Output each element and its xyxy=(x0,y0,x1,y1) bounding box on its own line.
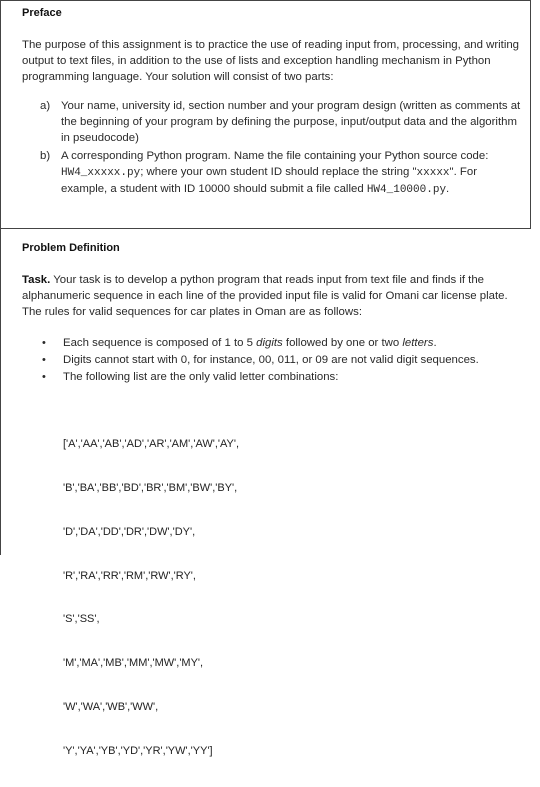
left-border-line xyxy=(0,229,1,555)
item-b-text-1: A corresponding Python program. Name the file containing your Python source code: xyxy=(61,150,489,162)
bullet-item-2-text: Digits cannot start with 0, for instance, 00, 011, or 09 are not valid digit sequences. xyxy=(63,354,479,366)
code-line: 'S','SS', xyxy=(63,613,100,626)
bullet-dot: • xyxy=(42,337,46,349)
preface-paragraph: The purpose of this assignment is to practice the use of reading input from, processing, and writing output to text files, in addition to the use of lists and exception handling mechanism in Python programming language. Your solution will consist of two parts: xyxy=(22,39,520,83)
example-filename: HW4_10000.py xyxy=(366,184,447,196)
item-b-text-2: ; where your own student ID should replace the string " xyxy=(140,166,417,178)
bullet-item-1-text xyxy=(63,335,527,351)
task-paragraph xyxy=(22,272,527,320)
letter-combination-list xyxy=(63,408,239,787)
code-line: 'B','BA','BB','BD','BR','BM','BW','BY', xyxy=(63,481,238,494)
code-line: 'W','WA','WB','WW', xyxy=(63,700,159,713)
code-line: 'Y','YA','YB','YD','YR','YW','YY'] xyxy=(63,744,213,757)
placeholder-string: xxxxx xyxy=(416,167,450,179)
list-marker-b: b) xyxy=(40,150,51,162)
code-line: ['A','AA','AB','AD','AR','AM','AW','AY', xyxy=(63,438,240,451)
bullet-dot: • xyxy=(42,371,46,383)
code-line: 'M','MA','MB','MM','MW','MY', xyxy=(63,657,204,670)
bullet-dot: • xyxy=(42,354,46,366)
task-label: Task. xyxy=(22,274,51,286)
list-item-a-text: Your name, university id, section number and your program design (written as comments at the beginning of your program by defining the purpose, input/output data and the algorithm in pseudocode) xyxy=(61,100,521,144)
bullet-item-3-text: The following list are the only valid letter combinations: xyxy=(63,371,339,383)
item-b-text-4: . xyxy=(446,183,450,195)
preface-heading: Preface xyxy=(22,7,62,19)
letters-emphasis: letters xyxy=(402,337,434,349)
item-b-text-3: ". For example, a student with ID 10000 should submit a file called xyxy=(61,166,478,195)
filename-template: HW4_xxxxx.py xyxy=(61,167,141,179)
problem-heading: Problem Definition xyxy=(22,242,120,254)
list-item-b-text xyxy=(61,148,525,198)
bullet-1-part: followed by one or two xyxy=(282,337,403,349)
task-text: Your task is to develop a python program that reads input from text file and finds if the alphanumeric sequence in each line of the provided input file is valid for Omani car license plate. The rules for valid sequences for car plates in Oman are as follows: xyxy=(22,274,508,318)
bullet-1-part: Each sequence is composed of 1 to 5 xyxy=(63,337,257,349)
code-line: 'R','RA','RR','RM','RW','RY', xyxy=(63,569,196,582)
bullet-1-part: . xyxy=(433,337,437,349)
list-marker-a: a) xyxy=(40,100,51,112)
digits-emphasis: digits xyxy=(256,337,283,349)
code-line: 'D','DA','DD','DR','DW','DY', xyxy=(63,525,196,538)
